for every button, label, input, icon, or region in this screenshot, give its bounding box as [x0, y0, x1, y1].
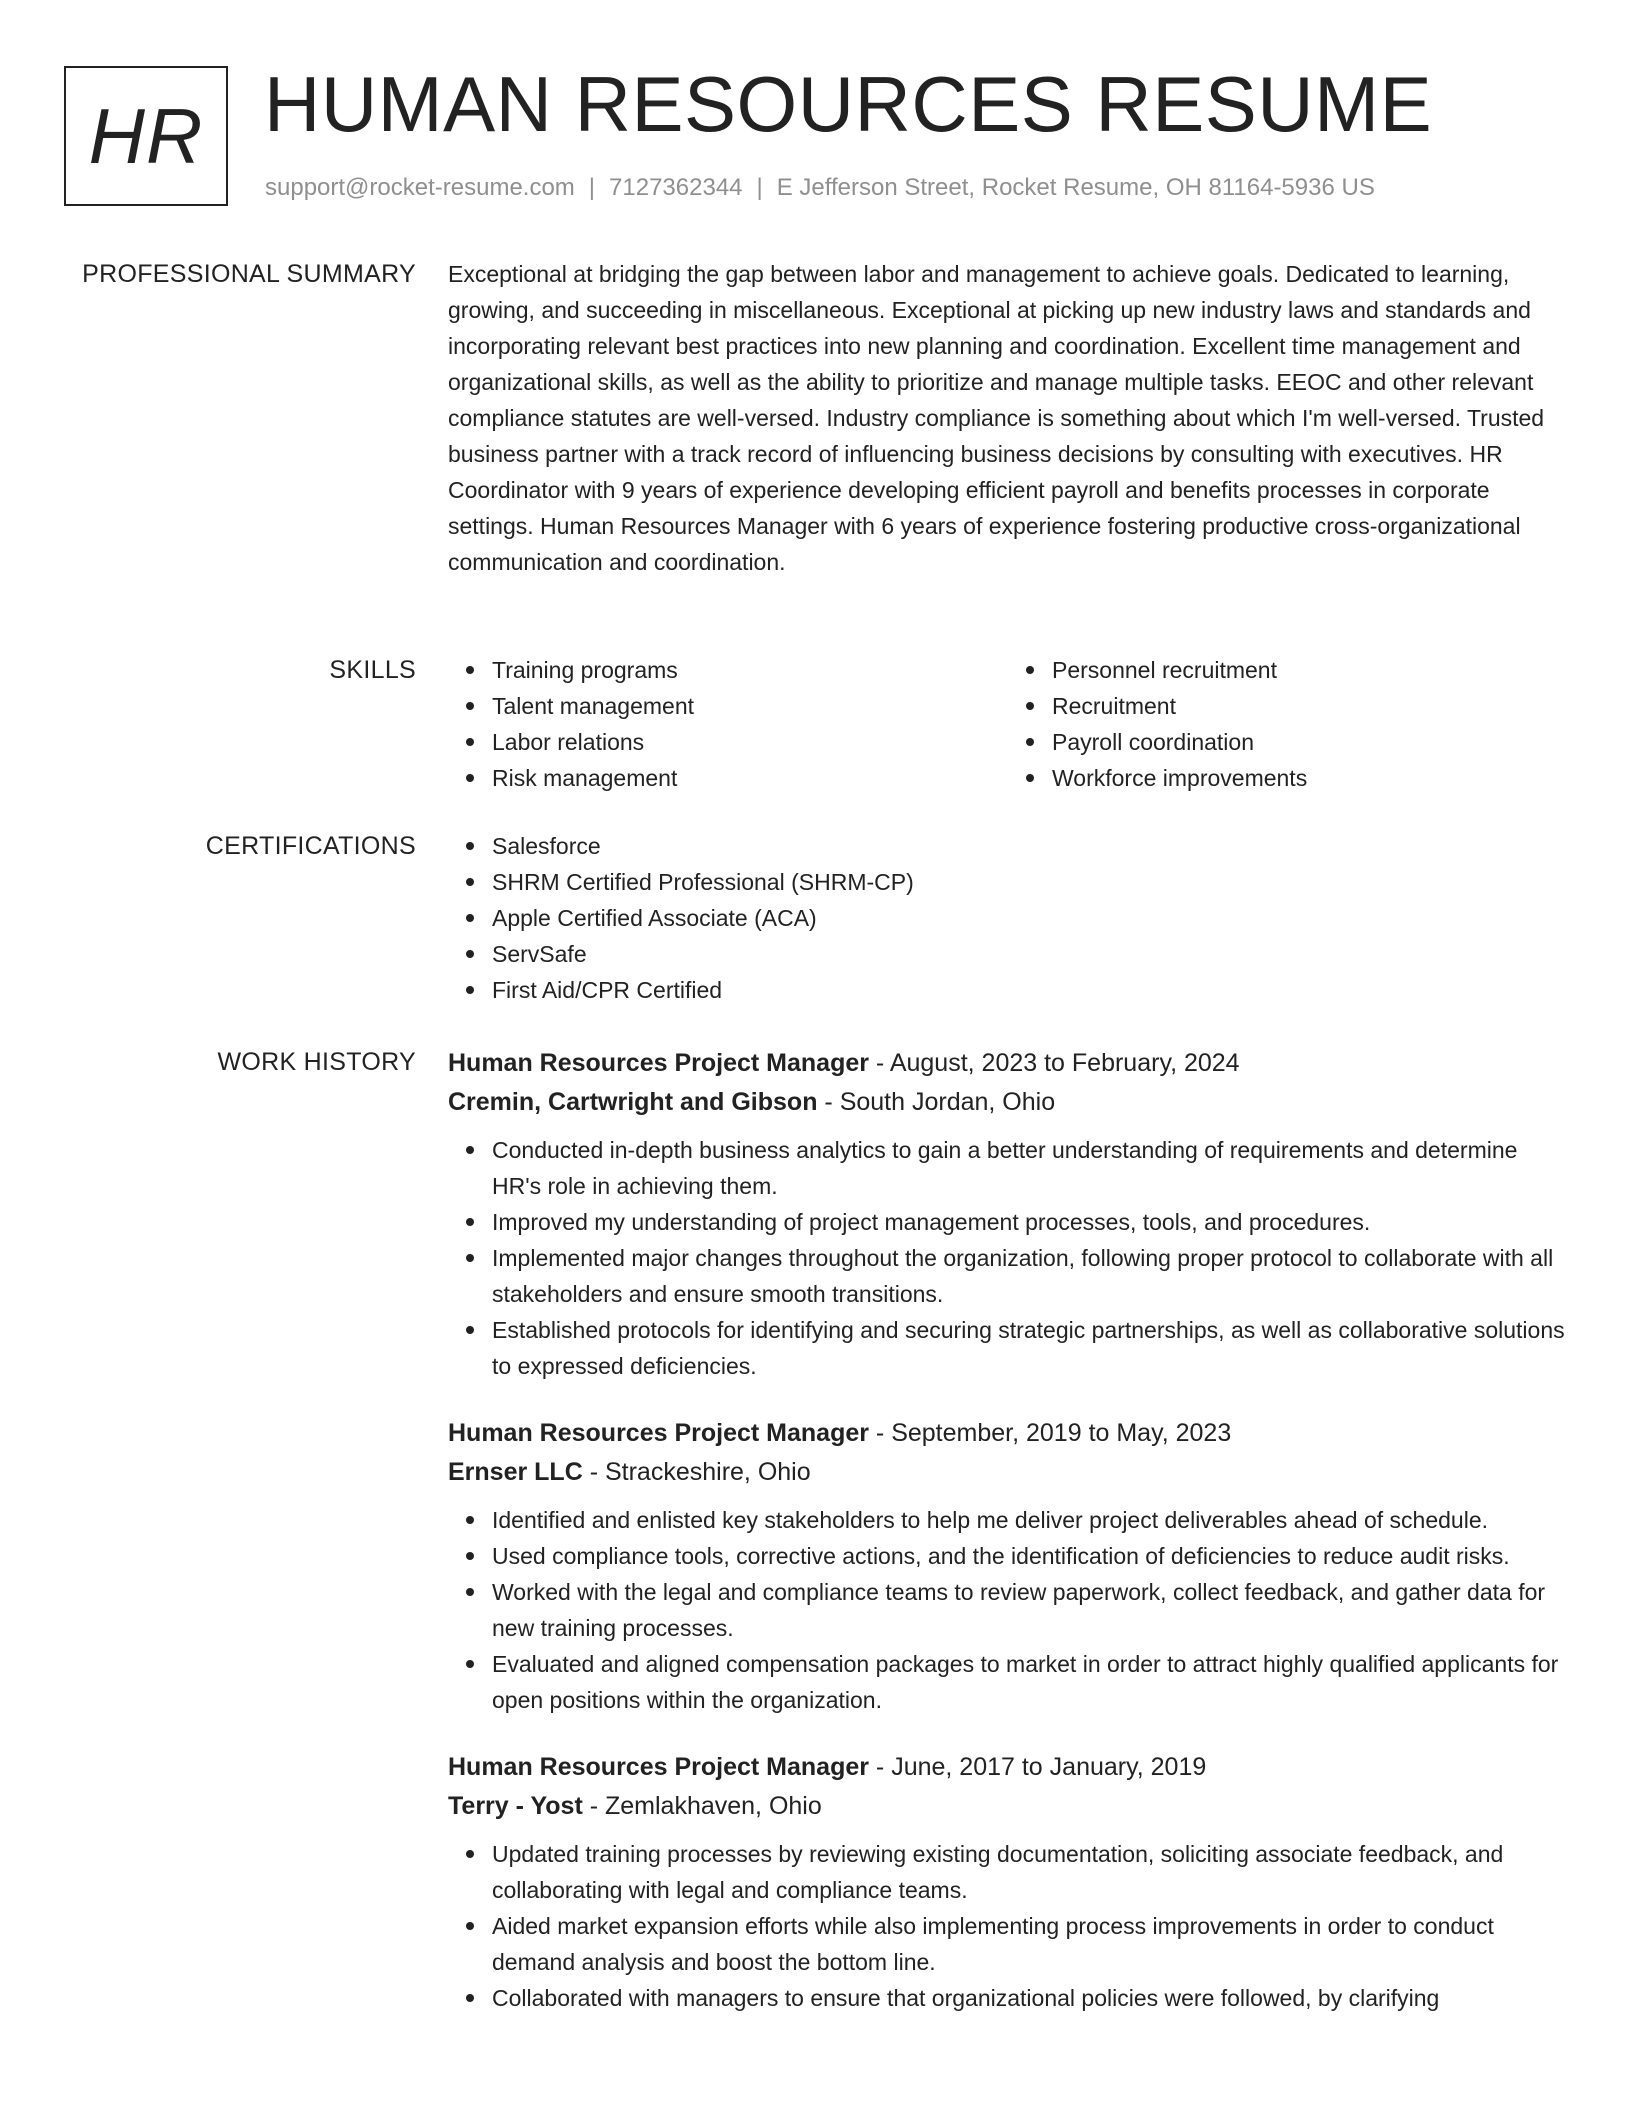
certifications-body	[448, 828, 1568, 1008]
job-dates: - September, 2019 to May, 2023	[868, 1419, 1232, 1447]
job-bullet: Identified and enlisted key stakeholders to help me deliver project deliverables ahead of schedule.	[492, 1502, 1568, 1538]
contact-line	[265, 174, 1375, 202]
section-title-certifications: CERTIFICATIONS	[205, 832, 416, 860]
job-bullet: Collaborated with managers to ensure that organizational policies were followed, by clarifying	[492, 1980, 1568, 2016]
skills-list-right	[1008, 652, 1568, 796]
job-bullet: Updated training processes by reviewing existing documentation, soliciting associate feedback, and collaborating with legal and compliance teams.	[492, 1836, 1568, 1908]
job-bullets	[448, 1836, 1568, 2016]
job-entry	[448, 1044, 1568, 1384]
job-bullet: Worked with the legal and compliance teams to review paperwork, collect feedback, and gather data for new training processes.	[492, 1574, 1568, 1646]
job-bullet: Implemented major changes throughout the organization, following proper protocol to collaborate with all stakeholders and ensure smooth transitions.	[492, 1240, 1568, 1312]
job-title: Human Resources Project Manager	[448, 1419, 869, 1447]
job-company: Terry - Yost	[448, 1792, 583, 1820]
section-title-work-history: WORK HISTORY	[217, 1048, 416, 1076]
job-bullet: Used compliance tools, corrective actions, and the identification of deficiencies to reduce audit risks.	[492, 1538, 1568, 1574]
certification-item: Salesforce	[492, 828, 1568, 864]
job-dates: - August, 2023 to February, 2024	[868, 1049, 1240, 1077]
skill-item: Workforce improvements	[1052, 760, 1568, 796]
job-title-line	[448, 1414, 1568, 1452]
skills-list-left	[448, 652, 1008, 796]
section-title-skills: SKILLS	[329, 656, 416, 684]
job-entry	[448, 1414, 1568, 1718]
section-title-summary: PROFESSIONAL SUMMARY	[82, 260, 416, 288]
job-dates: - June, 2017 to January, 2019	[868, 1753, 1207, 1781]
job-location: - Zemlakhaven, Ohio	[582, 1792, 822, 1820]
certifications-list	[448, 828, 1568, 1008]
contact-separator: |	[588, 174, 596, 201]
skills-body	[448, 652, 1568, 796]
skill-item: Payroll coordination	[1052, 724, 1568, 760]
summary-body	[448, 256, 1568, 580]
skill-item: Training programs	[492, 652, 1008, 688]
monogram-logo	[64, 66, 228, 206]
job-bullets	[448, 1502, 1568, 1718]
job-company-line	[448, 1452, 1568, 1492]
job-bullet: Aided market expansion efforts while also implementing process improvements in order to conduct demand analysis and boost the bottom line.	[492, 1908, 1568, 1980]
resume-title: HUMAN RESOURCES RESUME	[264, 60, 1433, 148]
contact-phone: 7127362344	[609, 174, 743, 201]
summary-text: Exceptional at bridging the gap between labor and management to achieve goals. Dedicated to learning, growing, and succeeding in miscellaneous. Exceptional at picking up new industry laws and standards and incorporating relevant best practices into new planning and coordination. Excellent time management and organizational skills, as well as the ability to prioritize and manage multiple tasks. EEOC and other relevant compliance statutes are well-versed. Industry compliance is something about which I'm well-versed. Trusted business partner with a track record of influencing business decisions by consulting with executives. HR Coordinator with 9 years of experience developing efficient payroll and benefits processes in corporate settings. Human Resources Manager with 6 years of experience fostering productive cross-organizational communication and coordination.	[448, 261, 1545, 575]
job-bullet: Improved my understanding of project management processes, tools, and procedures.	[492, 1204, 1568, 1240]
job-bullet: Established protocols for identifying and securing strategic partnerships, as well as collaborative solutions to expressed deficiencies.	[492, 1312, 1568, 1384]
certification-item: First Aid/CPR Certified	[492, 972, 1568, 1008]
certification-item: ServSafe	[492, 936, 1568, 972]
job-title: Human Resources Project Manager	[448, 1049, 869, 1077]
skill-item: Risk management	[492, 760, 1008, 796]
skill-item: Labor relations	[492, 724, 1008, 760]
skill-item: Recruitment	[1052, 688, 1568, 724]
job-title-line	[448, 1044, 1568, 1082]
job-bullet: Evaluated and aligned compensation packages to market in order to attract highly qualified applicants for open positions within the organization.	[492, 1646, 1568, 1718]
skill-item: Personnel recruitment	[1052, 652, 1568, 688]
job-company: Cremin, Cartwright and Gibson	[448, 1088, 818, 1116]
job-bullets	[448, 1132, 1568, 1384]
work-history-body	[448, 1044, 1568, 2046]
certification-item: Apple Certified Associate (ACA)	[492, 900, 1568, 936]
skill-item: Talent management	[492, 688, 1008, 724]
job-location: - Strackeshire, Ohio	[582, 1458, 811, 1486]
job-bullet: Conducted in-depth business analytics to gain a better understanding of requirements and determine HR's role in achieving them.	[492, 1132, 1568, 1204]
job-entry	[448, 1748, 1568, 2016]
job-title-line	[448, 1748, 1568, 1786]
job-company: Ernser LLC	[448, 1458, 583, 1486]
contact-separator: |	[756, 174, 763, 201]
job-title: Human Resources Project Manager	[448, 1753, 869, 1781]
job-location: - South Jordan, Ohio	[817, 1088, 1056, 1116]
monogram-text: HR	[88, 91, 204, 180]
contact-address: E Jefferson Street, Rocket Resume, OH 81164-5936 US	[776, 174, 1375, 201]
certification-item: SHRM Certified Professional (SHRM-CP)	[492, 864, 1568, 900]
job-company-line	[448, 1082, 1568, 1122]
contact-email: support@rocket-resume.com	[265, 174, 575, 201]
job-company-line	[448, 1786, 1568, 1826]
